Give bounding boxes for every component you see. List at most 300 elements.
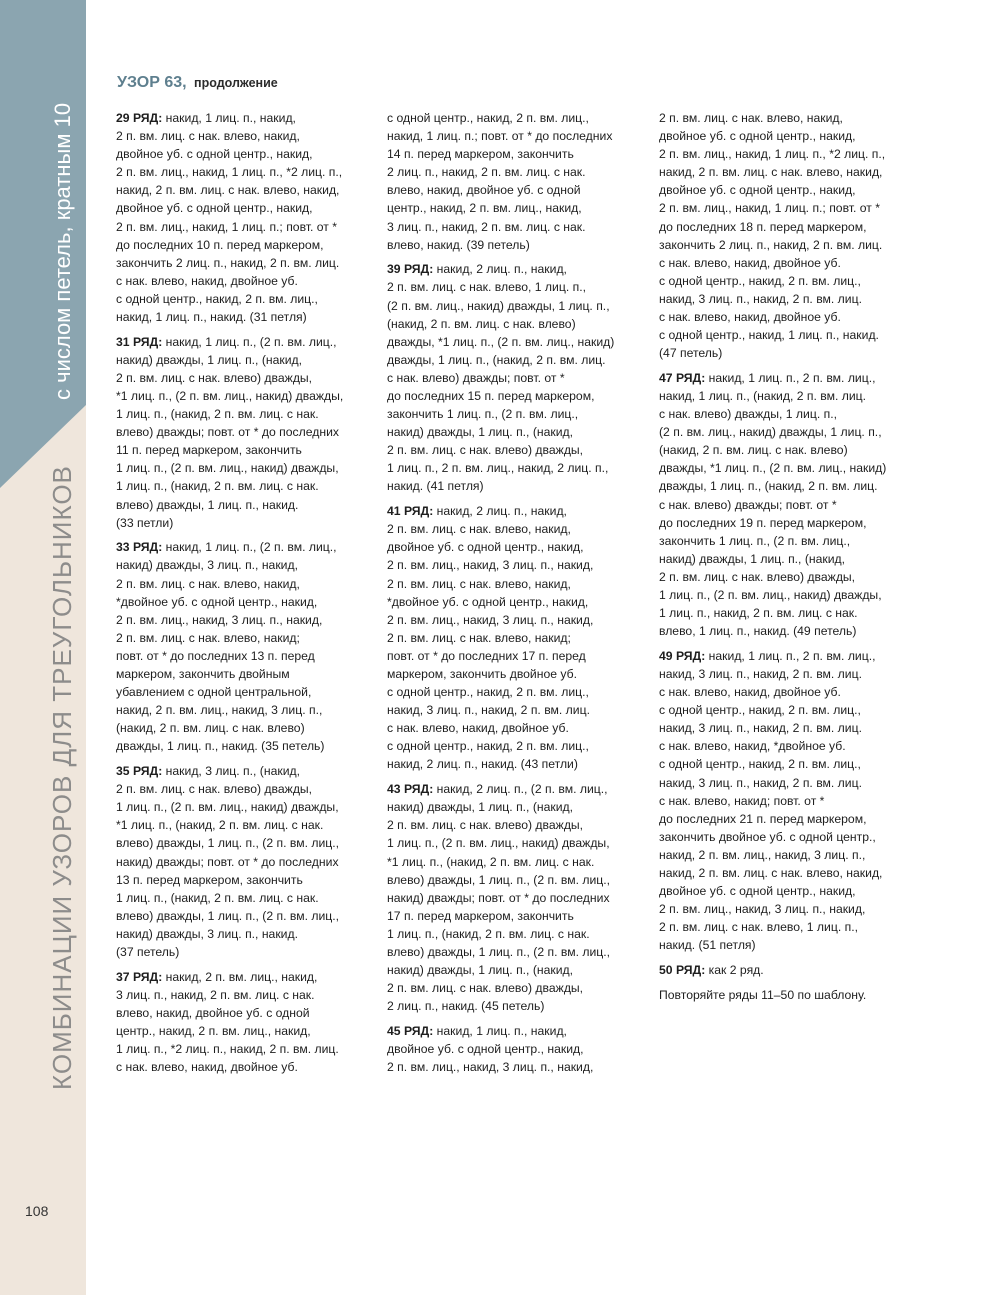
text-line <box>116 889 371 907</box>
row-label: 49 РЯД: <box>659 648 706 663</box>
line-text: с нак. влево, накид, двойное уб. <box>116 1060 298 1075</box>
text-line <box>659 774 919 792</box>
text-line <box>387 925 642 943</box>
instruction-text <box>387 109 642 254</box>
text-line <box>116 387 371 405</box>
line-text: 2 п. вм. лиц. с нак. влево) дважды, <box>387 443 584 458</box>
line-text: влево) дважды, 1 лиц. п., накид. <box>116 497 299 512</box>
text-line <box>116 538 371 556</box>
text-line <box>387 834 642 852</box>
side-band <box>0 0 86 1295</box>
text-line <box>387 387 642 405</box>
line-text: дважды, *1 лиц. п., (2 п. вм. лиц., накид) <box>387 334 615 349</box>
line-text: 1 лиц. п., (2 п. вм. лиц., накид) дважды, <box>659 588 882 603</box>
line-text: двойное уб. с одной центр., накид, <box>116 147 313 162</box>
row-label: 43 РЯД: <box>387 782 434 797</box>
line-text: 11 п. перед маркером, закончить <box>116 443 302 458</box>
row-label: 41 РЯД: <box>387 504 434 519</box>
text-line <box>659 647 919 665</box>
text-line <box>116 611 371 629</box>
line-text: *двойное уб. с одной центр., накид, <box>387 594 589 609</box>
line-text: *1 лиц. п., (накид, 2 п. вм. лиц. с нак. <box>387 854 595 869</box>
row-label: 50 РЯД: <box>659 963 706 978</box>
row-instruction <box>116 109 371 326</box>
text-line <box>116 145 371 163</box>
text-line <box>387 109 642 127</box>
line-text: 2 п. вм. лиц., накид, 1 лиц. п.; повт. от * <box>116 219 338 234</box>
text-line <box>659 532 919 550</box>
text-line <box>116 496 371 514</box>
text-line <box>116 834 371 852</box>
text-line <box>659 828 919 846</box>
text-line <box>659 900 919 918</box>
line-text: 3 лиц. п., накид, 2 п. вм. лиц. с нак. <box>116 987 315 1002</box>
line-text: маркером, закончить двойным <box>116 667 290 681</box>
text-line <box>116 556 371 574</box>
line-text: 14 п. перед маркером, закончить <box>387 147 574 162</box>
text-line <box>116 369 371 387</box>
line-text: накид, 3 лиц. п., (накид, <box>165 764 301 779</box>
line-text: с нак. влево, накид, двойное уб. <box>387 721 569 736</box>
text-line <box>659 459 919 477</box>
line-text: с одной центр., накид, 1 лиц. п., накид. <box>659 328 879 343</box>
text-line <box>387 260 642 278</box>
line-text: накид, 1 лиц. п., (2 п. вм. лиц., <box>165 334 337 349</box>
line-text: влево, накид. (39 петель) <box>387 237 530 252</box>
text-line <box>659 272 919 290</box>
text-line <box>387 943 642 961</box>
text-line <box>116 701 371 719</box>
line-text: накид, 3 лиц. п., накид, 2 п. вм. лиц. <box>659 291 862 306</box>
line-text: накид. (51 петля) <box>659 938 756 953</box>
line-text: 1 лиц. п., (2 п. вм. лиц., накид) дважды, <box>387 836 610 851</box>
line-text: 3 лиц. п., накид, 2 п. вм. лиц. с нак. <box>387 219 586 234</box>
text-line <box>387 199 642 217</box>
line-text: 2 п. вм. лиц. с нак. влево, 1 лиц. п., <box>659 920 858 935</box>
row-instruction <box>659 369 919 640</box>
row-instruction <box>116 333 371 532</box>
row-instruction <box>116 538 371 755</box>
line-text: 13 п. перед маркером, закончить <box>116 872 303 887</box>
line-text: 2 п. вм. лиц., накид, 1 лиц. п.; повт. от * <box>659 201 881 216</box>
line-text: до последних 15 п. перед маркером, <box>387 389 595 403</box>
text-line <box>659 514 919 532</box>
row-instruction <box>659 961 919 979</box>
text-line <box>116 719 371 737</box>
line-text: накид, 2 п. вм. лиц., накид, 3 лиц. п., <box>659 847 866 862</box>
text-line <box>659 163 919 181</box>
line-text: 1 лиц. п., 2 п. вм. лиц., накид, 2 лиц. п., <box>387 461 609 476</box>
text-line <box>659 405 919 423</box>
text-line <box>659 986 919 1004</box>
line-text: 2 п. вм. лиц. с нак. влево, 1 лиц. п., <box>387 280 586 295</box>
text-line <box>659 936 919 954</box>
text-line <box>659 568 919 586</box>
line-text: накид, 2 п. вм. лиц. с нак. влево, накид, <box>116 183 340 198</box>
line-text: накид, 1 лиц. п., накид, <box>165 111 296 125</box>
text-line <box>659 961 919 979</box>
text-line <box>116 127 371 145</box>
line-text: центр., накид, 2 п. вм. лиц., накид, <box>387 201 582 216</box>
text-line <box>116 218 371 236</box>
text-line <box>116 254 371 272</box>
line-text: с одной центр., накид, 2 п. вм. лиц., <box>387 111 589 125</box>
line-text: влево, накид, двойное уб. с одной <box>116 1005 310 1020</box>
text-line <box>116 665 371 683</box>
line-text: накид, 2 лиц. п., накид, <box>436 504 567 519</box>
line-text: с нак. влево) дважды; повт. от * <box>387 370 565 385</box>
text-line <box>387 278 642 296</box>
text-line <box>116 925 371 943</box>
text-line <box>116 1004 371 1022</box>
line-text: 1 лиц. п., (накид, 2 п. вм. лиц. с нак. <box>116 407 319 422</box>
line-text: влево) дважды, 1 лиц. п., (2 п. вм. лиц., <box>116 836 340 851</box>
text-line <box>659 737 919 755</box>
text-line <box>387 755 642 773</box>
text-line <box>659 344 919 362</box>
text-line <box>116 109 371 127</box>
text-line <box>116 351 371 369</box>
line-text: с одной центр., накид, 2 п. вм. лиц., <box>387 739 589 754</box>
text-line <box>387 780 642 798</box>
text-line <box>387 441 642 459</box>
text-line <box>116 647 371 665</box>
text-line <box>116 593 371 611</box>
text-line <box>116 907 371 925</box>
text-line <box>116 290 371 308</box>
line-text: влево, 1 лиц. п., накид. (49 петель) <box>659 624 857 639</box>
line-text: маркером, закончить двойное уб. <box>387 667 578 681</box>
text-line <box>659 199 919 217</box>
text-line <box>387 979 642 997</box>
line-text: накид, 3 лиц. п., накид, 2 п. вм. лиц. <box>659 667 862 681</box>
line-text: влево) дважды, 1 лиц. п., (2 п. вм. лиц., <box>387 945 611 959</box>
text-line <box>387 816 642 834</box>
line-text: с одной центр., накид, 2 п. вм. лиц., <box>659 273 861 288</box>
line-text: 2 п. вм. лиц. с нак. влево, накид; <box>116 630 300 645</box>
line-text: 2 п. вм. лиц., накид, 3 лиц. п., накид, <box>659 902 866 917</box>
text-line <box>659 622 919 640</box>
row-instruction <box>387 780 642 1015</box>
text-line <box>116 477 371 495</box>
line-text: 2 п. вм. лиц., накид, 1 лиц. п., *2 лиц. п., <box>659 147 886 162</box>
text-line <box>387 647 642 665</box>
row-label: 35 РЯД: <box>116 764 163 779</box>
row-instruction <box>387 260 642 495</box>
text-line <box>116 762 371 780</box>
text-line <box>116 737 371 755</box>
text-line <box>659 550 919 568</box>
text-line <box>659 218 919 236</box>
line-text: закончить 2 лиц. п., накид, 2 п. вм. лиц. <box>116 255 340 270</box>
text-line <box>387 701 642 719</box>
instruction-text <box>659 109 919 362</box>
text-line <box>387 351 642 369</box>
text-line <box>659 109 919 127</box>
line-text: дважды, 1 лиц. п., (накид, 2 п. вм. лиц. <box>659 479 878 494</box>
text-line <box>387 163 642 181</box>
text-line <box>659 496 919 514</box>
pattern-subtitle: продолжение <box>194 76 278 90</box>
line-text: 1 лиц. п., накид, 2 п. вм. лиц. с нак. <box>659 606 858 621</box>
text-line <box>387 145 642 163</box>
line-text: с одной центр., накид, 2 п. вм. лиц., <box>659 757 861 772</box>
line-text: 1 лиц. п., (накид, 2 п. вм. лиц. с нак. <box>116 890 319 905</box>
line-text: влево) дважды, 1 лиц. п., (2 п. вм. лиц., <box>387 872 611 887</box>
text-line <box>387 369 642 387</box>
line-text: убавлением с одной центральной, <box>116 685 312 700</box>
text-line <box>116 333 371 351</box>
line-text: влево, накид, двойное уб. с одной <box>387 183 581 198</box>
text-line <box>659 127 919 145</box>
line-text: накид, 2 п. вм. лиц., накид, 3 лиц. п., <box>116 703 323 718</box>
line-text: с нак. влево, накид, двойное уб. <box>116 273 298 288</box>
text-line <box>387 477 642 495</box>
line-text: двойное уб. с одной центр., накид, <box>387 1042 584 1057</box>
line-text: накид, 3 лиц. п., накид, 2 п. вм. лиц. <box>387 703 590 718</box>
line-text: (накид, 2 п. вм. лиц. с нак. влево) <box>387 316 576 331</box>
text-line <box>659 882 919 900</box>
line-text: 2 п. вм. лиц. с нак. влево, накид, <box>116 576 300 591</box>
line-text: накид, 1 лиц. п., 2 п. вм. лиц., <box>708 648 876 663</box>
text-line <box>659 810 919 828</box>
line-text: накид. (41 петля) <box>387 479 484 494</box>
text-line <box>659 236 919 254</box>
text-line <box>387 593 642 611</box>
text-line <box>659 701 919 719</box>
row-instruction <box>116 762 371 961</box>
row-instruction <box>116 968 371 1077</box>
text-line <box>659 423 919 441</box>
line-text: с нак. влево, накид, двойное уб. <box>659 310 841 325</box>
line-text: (накид, 2 п. вм. лиц. с нак. влево) <box>116 721 305 736</box>
line-text: двойное уб. с одной центр., накид, <box>116 201 313 216</box>
text-line <box>116 1058 371 1076</box>
text-line <box>659 683 919 701</box>
text-line <box>659 290 919 308</box>
line-text: накид, 2 лиц. п., накид. (43 петли) <box>387 757 578 772</box>
line-text: 2 п. вм. лиц. с нак. влево, накид, <box>659 111 843 125</box>
row-label: 31 РЯД: <box>116 334 163 349</box>
text-line <box>116 1022 371 1040</box>
text-line <box>116 943 371 961</box>
pattern-heading <box>117 74 278 92</box>
line-text: 2 п. вм. лиц. с нак. влево, накид, <box>116 129 300 144</box>
text-line <box>659 918 919 936</box>
text-line <box>116 968 371 986</box>
line-text: с нак. влево) дважды, 1 лиц. п., <box>659 407 837 422</box>
line-text: накид, 1 лиц. п., накид, <box>436 1023 567 1038</box>
text-line <box>387 889 642 907</box>
line-text: до последних 18 п. перед маркером, <box>659 219 867 234</box>
line-text: центр., накид, 2 п. вм. лиц., накид, <box>116 1023 311 1038</box>
line-text: *двойное уб. с одной центр., накид, <box>116 594 318 609</box>
text-line <box>387 538 642 556</box>
text-line <box>116 163 371 181</box>
text-line <box>116 459 371 477</box>
row-instruction <box>659 647 919 955</box>
text-line <box>387 181 642 199</box>
text-line <box>387 315 642 333</box>
line-text: 2 п. вм. лиц. с нак. влево, накид, <box>387 576 571 591</box>
text-line <box>116 683 371 701</box>
text-line <box>116 181 371 199</box>
text-line <box>387 997 642 1015</box>
side-title-light: с числом петель, кратным 10 <box>50 102 75 400</box>
line-text: (2 п. вм. лиц., накид) дважды, 1 лиц. п., <box>659 425 882 440</box>
text-line <box>387 127 642 145</box>
text-line <box>659 145 919 163</box>
line-text: накид, 2 лиц. п., накид, <box>436 262 567 277</box>
text-line <box>387 575 642 593</box>
line-text: 2 п. вм. лиц. с нак. влево) дважды, <box>116 782 313 797</box>
line-text: 2 п. вм. лиц. с нак. влево) дважды, <box>387 818 584 833</box>
line-text: накид) дважды, 1 лиц. п., (накид, <box>387 425 574 440</box>
line-text: с нак. влево, накид; повт. от * <box>659 793 825 808</box>
line-text: повт. от * до последних 13 п. перед <box>116 648 315 663</box>
text-line <box>387 683 642 701</box>
text-line <box>116 986 371 1004</box>
line-text: закончить 1 лиц. п., (2 п. вм. лиц., <box>387 407 579 422</box>
text-line <box>387 737 642 755</box>
text-line <box>116 405 371 423</box>
line-text: накид) дважды, 1 лиц. п., (накид, <box>116 352 303 367</box>
line-text: накид, 1 лиц. п.; повт. от * до последних <box>387 129 613 144</box>
row-label: 47 РЯД: <box>659 370 706 385</box>
line-text: накид) дважды, 3 лиц. п., накид. <box>116 926 298 941</box>
line-text: закончить 2 лиц. п., накид, 2 п. вм. лиц. <box>659 237 883 252</box>
line-text: с одной центр., накид, 2 п. вм. лиц., <box>116 291 318 306</box>
line-text: 2 п. вм. лиц. с нак. влево) дважды, <box>387 981 584 996</box>
text-line <box>116 1040 371 1058</box>
line-text: 17 п. перед маркером, закончить <box>387 908 574 923</box>
text-line <box>387 556 642 574</box>
text-line <box>387 1022 642 1040</box>
text-line <box>659 604 919 622</box>
text-line <box>659 792 919 810</box>
line-text: накид, 3 лиц. п., накид, 2 п. вм. лиц. <box>659 775 862 790</box>
line-text: двойное уб. с одной центр., накид, <box>659 884 856 899</box>
text-line <box>387 665 642 683</box>
text-line <box>116 423 371 441</box>
text-column-2 <box>387 109 642 1083</box>
text-line <box>387 629 642 647</box>
line-text: накид) дважды, 1 лиц. п., (накид, <box>387 963 574 978</box>
row-instruction <box>387 1022 642 1076</box>
row-label: 33 РЯД: <box>116 540 163 555</box>
line-text: (накид, 2 п. вм. лиц. с нак. влево) <box>659 443 848 458</box>
text-line <box>659 369 919 387</box>
line-text: с одной центр., накид, 2 п. вм. лиц., <box>659 703 861 718</box>
text-line <box>659 326 919 344</box>
line-text: 1 лиц. п., (накид, 2 п. вм. лиц. с нак. <box>116 479 319 494</box>
text-line <box>387 423 642 441</box>
line-text: 1 лиц. п., (2 п. вм. лиц., накид) дважды, <box>116 800 339 815</box>
line-text: как 2 ряд. <box>708 963 764 978</box>
text-line <box>116 871 371 889</box>
text-line <box>387 459 642 477</box>
text-line <box>116 853 371 871</box>
line-text: накид) дважды; повт. от * до последних <box>116 854 339 869</box>
page-number: 108 <box>25 1203 49 1219</box>
line-text: 1 лиц. п., (2 п. вм. лиц., накид) дважды, <box>116 461 339 476</box>
line-text: закончить 1 лиц. п., (2 п. вм. лиц., <box>659 533 851 548</box>
line-text: *1 лиц. п., (накид, 2 п. вм. лиц. с нак. <box>116 818 324 833</box>
text-line <box>659 586 919 604</box>
row-instruction <box>387 502 642 773</box>
line-text: влево) дважды, 1 лиц. п., (2 п. вм. лиц., <box>116 908 340 923</box>
row-label: 45 РЯД: <box>387 1023 434 1038</box>
text-line <box>387 798 642 816</box>
text-line <box>387 611 642 629</box>
text-line <box>659 181 919 199</box>
line-text: накид, 1 лиц. п., накид. (31 петля) <box>116 310 307 325</box>
line-text: 2 п. вм. лиц. с нак. влево) дважды, <box>659 569 856 584</box>
text-line <box>116 308 371 326</box>
line-text: накид, 1 лиц. п., (накид, 2 п. вм. лиц. <box>659 389 867 403</box>
line-text: 2 п. вм. лиц. с нак. влево) дважды, <box>116 370 313 385</box>
text-line <box>116 575 371 593</box>
line-text: 2 п. вм. лиц. с нак. влево, накид; <box>387 630 571 645</box>
instruction-text <box>659 986 919 1004</box>
line-text: накид, 2 п. вм. лиц., накид, <box>165 969 318 984</box>
line-text: с нак. влево, накид, *двойное уб. <box>659 739 846 754</box>
line-text: накид) дважды; повт. от * до последних <box>387 890 610 905</box>
line-text: накид, 2 п. вм. лиц. с нак. влево, накид, <box>659 866 883 881</box>
text-line <box>116 272 371 290</box>
text-line <box>116 236 371 254</box>
line-text: накид) дважды, 3 лиц. п., накид, <box>116 558 298 573</box>
text-column-3 <box>659 109 919 1010</box>
line-text: до последних 19 п. перед маркером, <box>659 515 867 530</box>
text-line <box>659 864 919 882</box>
line-text: дважды, *1 лиц. п., (2 п. вм. лиц., накид) <box>659 461 887 476</box>
line-text: *1 лиц. п., (2 п. вм. лиц., накид) дважды, <box>116 389 344 403</box>
row-label: 39 РЯД: <box>387 262 434 277</box>
line-text: 2 п. вм. лиц., накид, 3 лиц. п., накид, <box>387 612 594 627</box>
line-text: повт. от * до последних 17 п. перед <box>387 648 586 663</box>
text-line <box>387 297 642 315</box>
text-line <box>387 333 642 351</box>
text-line <box>116 780 371 798</box>
text-line <box>659 477 919 495</box>
text-line <box>659 755 919 773</box>
line-text: с нак. влево, накид, двойное уб. <box>659 685 841 700</box>
line-text: 2 лиц. п., накид. (45 петель) <box>387 999 545 1014</box>
line-text: двойное уб. с одной центр., накид, <box>659 129 856 144</box>
line-text: накид) дважды, 1 лиц. п., (накид, <box>659 551 846 566</box>
line-text: с нак. влево) дважды; повт. от * <box>659 497 837 512</box>
line-text: 2 лиц. п., накид, 2 п. вм. лиц. с нак. <box>387 165 586 180</box>
row-label: 29 РЯД: <box>116 111 163 125</box>
text-line <box>387 907 642 925</box>
text-column-1 <box>116 109 371 1083</box>
line-text: 2 п. вм. лиц. с нак. влево, накид, <box>387 522 571 537</box>
line-text: 1 лиц. п., (накид, 2 п. вм. лиц. с нак. <box>387 926 590 941</box>
row-label: 37 РЯД: <box>116 969 163 984</box>
text-line <box>659 254 919 272</box>
text-line <box>659 846 919 864</box>
text-line <box>387 871 642 889</box>
line-text: закончить двойное уб. с одной центр., <box>659 829 876 844</box>
line-text: 2 п. вм. лиц., накид, 3 лиц. п., накид, <box>116 612 323 627</box>
text-line <box>659 308 919 326</box>
text-line <box>387 1040 642 1058</box>
line-text: 2 п. вм. лиц., накид, 3 лиц. п., накид, <box>387 558 594 573</box>
text-line <box>387 961 642 979</box>
line-text: накид, 1 лиц. п., 2 п. вм. лиц., <box>708 370 876 385</box>
line-text: накид, 3 лиц. п., накид, 2 п. вм. лиц. <box>659 721 862 736</box>
